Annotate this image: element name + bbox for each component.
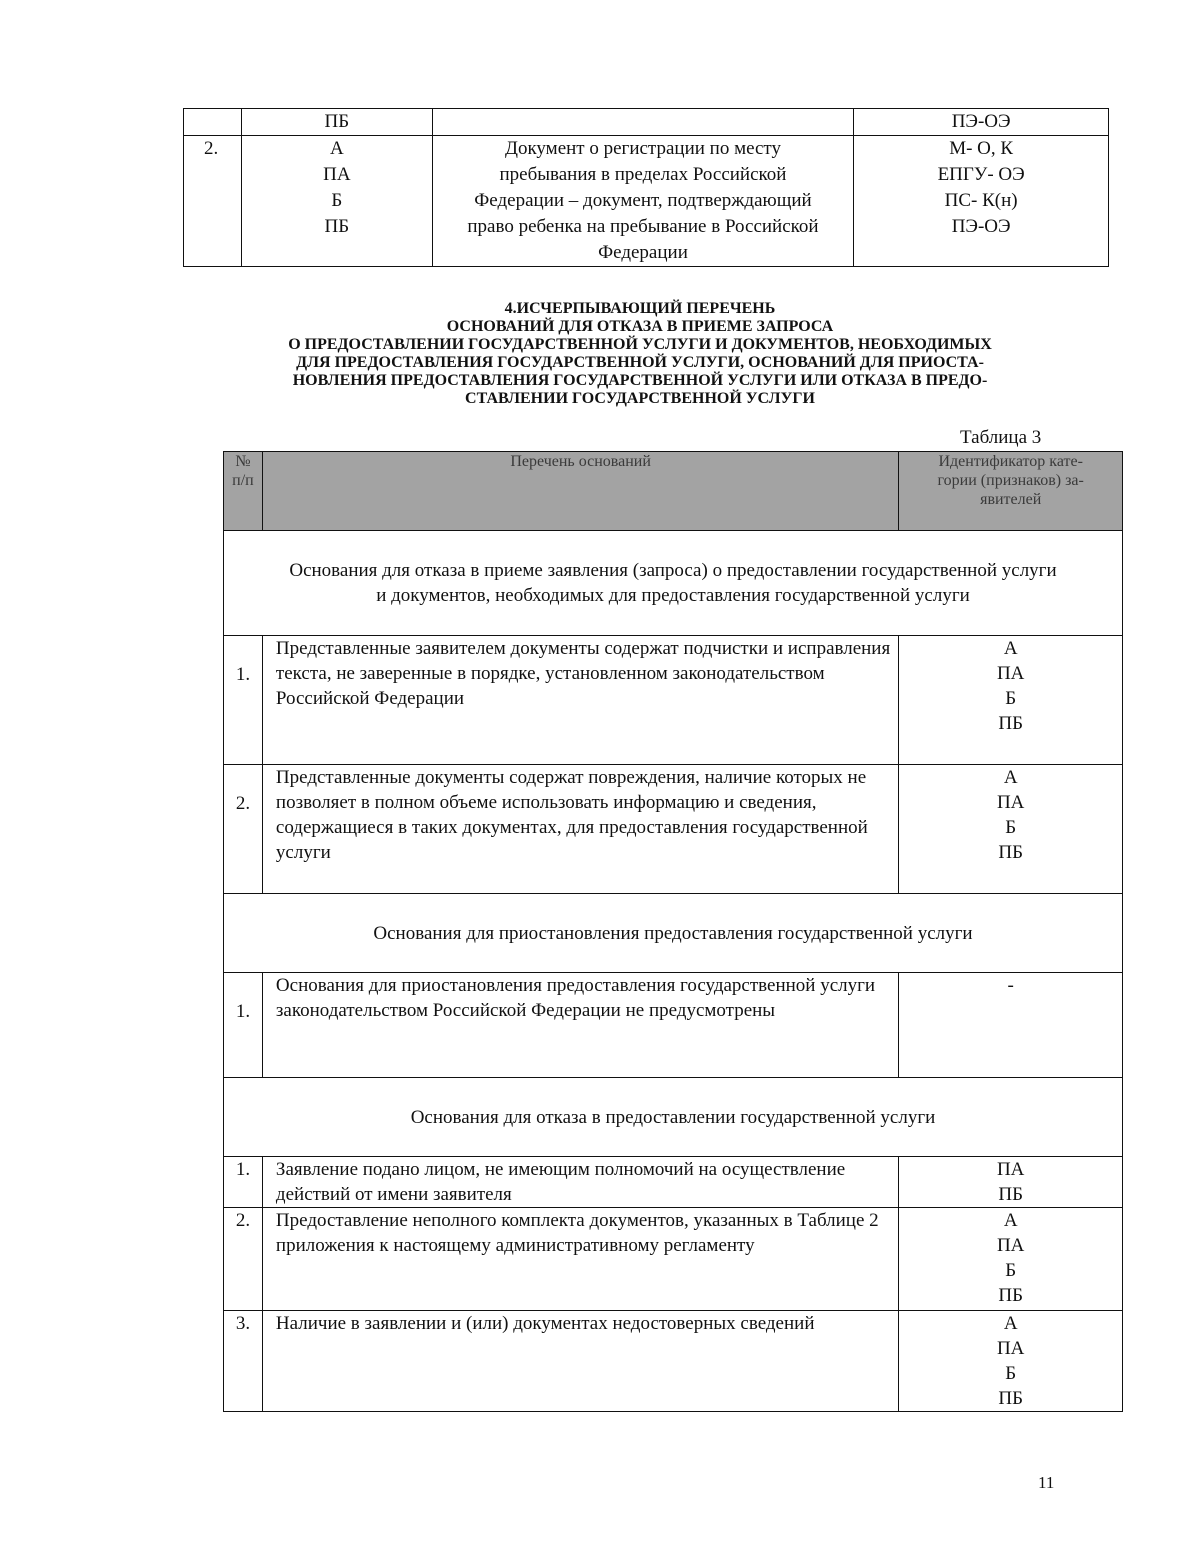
row-text: Заявление подано лицом, не имеющим полномочий на осуществление действий от имени заявителя [262,1157,898,1208]
table-row [224,636,1123,765]
table-header-row [224,452,1123,531]
section-title: Основания для отказа в предоставлении государственной услуги [224,1078,1123,1157]
row-text: Предоставление неполного комплекта документов, указанных в Таблице 2 приложения к настоящему административному регламенту [262,1208,898,1311]
table-row [224,1208,1123,1311]
row-text: Представленные документы содержат повреждения, наличие которых не позволяет в полном объеме использовать информацию и сведения, содержащиеся в таких документах, для предоставления государственной услуги [262,765,898,894]
table-row [184,136,1109,267]
row-category: - [899,973,1123,1078]
header-reasons: Перечень оснований [262,452,898,531]
row-number-cell [184,109,242,136]
row-number-cell: 2. [184,136,242,267]
section-row [224,531,1123,636]
table-caption: Таблица 3 [960,427,1042,448]
section-title: Основания для приостановления предоставления государственной услуги [224,894,1123,973]
section-heading: 4.ИСЧЕРПЫВАЮЩИЙ ПЕРЕЧЕНЬ ОСНОВАНИЙ ДЛЯ ОТКАЗА В ПРИЕМЕ ЗАПРОСА О ПРЕДОСТАВЛЕНИИ ГОСУДАРСТВЕННОЙ УСЛУГИ И ДОКУМЕНТОВ, НЕОБХОДИМЫХ ДЛЯ ПРЕДОСТАВЛЕНИЯ ГОСУДАРСТВЕННОЙ УСЛУГИ, ОСНОВАНИЙ ДЛЯ ПРИОСТА- НОВЛЕНИЯ ПРЕДОСТАВЛЕНИЯ ГОСУДАРСТВЕННОЙ УСЛУГИ ИЛИ ОТКАЗА В ПРЕДО- СТАВЛЕНИИ ГОСУДАРСТВЕННОЙ УСЛУГИ [288,300,992,407]
table-row [224,1311,1123,1412]
table-row [184,109,1109,136]
page-number: 11 [1038,1473,1055,1492]
row-number: 3. [224,1311,263,1412]
header-number: № п/п [224,452,263,531]
row-category: А ПА Б ПБ [899,1311,1123,1412]
row-text: Наличие в заявлении и (или) документах недостоверных сведений [262,1311,898,1412]
row-text: Основания для приостановления предоставления государственной услуги законодательством Российской Федерации не предусмотрены [262,973,898,1078]
section-row [224,1078,1123,1157]
category-cell: А ПА Б ПБ [241,136,432,267]
document-cell [432,109,854,136]
row-number: 1. [224,636,263,765]
section-title: Основания для отказа в приеме заявления (запроса) о предоставлении государственной услуги и документов, необходимых для предоставления государственной услуги [224,531,1123,636]
row-category: А ПА Б ПБ [899,765,1123,894]
grounds-table [223,451,1123,1412]
row-number: 2. [224,1208,263,1311]
header-category: Идентификатор кате- гории (признаков) за- явителей [899,452,1123,531]
table-row [224,765,1123,894]
row-number: 1. [224,1157,263,1208]
table-row [224,1157,1123,1208]
continuation-table [183,108,1109,267]
method-cell: М- О, К ЕПГУ- ОЭ ПС- К(н) ПЭ-ОЭ [854,136,1109,267]
row-number: 1. [224,973,263,1078]
method-cell: ПЭ-ОЭ [854,109,1109,136]
row-text: Представленные заявителем документы содержат подчистки и исправления текста, не заверенные в порядке, установленном законодательством Российской Федерации [262,636,898,765]
document-cell: Документ о регистрации по месту пребывания в пределах Российской Федерации – документ, подтверждающий право ребенка на пребывание в Российской Федерации [432,136,854,267]
row-number: 2. [224,765,263,894]
row-category: А ПА Б ПБ [899,1208,1123,1311]
row-category: А ПА Б ПБ [899,636,1123,765]
row-category: ПА ПБ [899,1157,1123,1208]
table-row [224,973,1123,1078]
section-row [224,894,1123,973]
category-cell: ПБ [241,109,432,136]
